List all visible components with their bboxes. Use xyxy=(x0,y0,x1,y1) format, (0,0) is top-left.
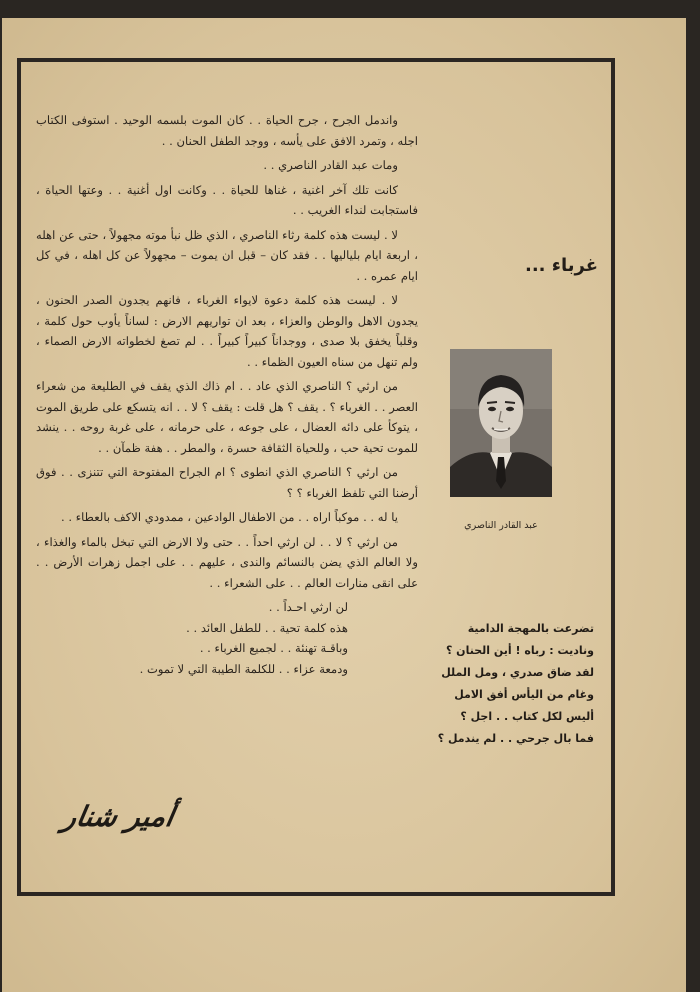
article-paragraph: من ارثي ؟ الناصري الذي عاد . . ام ذاك الذي يقف في الطليعة من شعراء العصر . . الغرباء ؟ . يقف ؟ هل قلت : يقف ؟ لا . . انه يتسكع على طريق الموت ، يتوكأ على دائه العضال ، على جوعه ، على حرمانه ، على غربة روحه . . ينشد للموت تحية حب ، وللحياة الثقافة حسرة ، والمطر . . هفة ظمآن . . xyxy=(36,379,418,455)
poem-line: وغام من اليأس أفق الامل xyxy=(454,688,594,701)
article-paragraph: واندمل الجرح ، جرح الحياة . . كان الموت بلسمه الوحيد . استوفى الكتاب اجله ، وتمرد الافق على يأسه ، ووجد الطفل الحنان . . xyxy=(36,113,418,148)
article-paragraph: لا . ليست هذه كلمة رثاء الناصري ، الذي ظل نبأ موته مجهولاً ، حتى عن اهله ، اربعة ايام بلياليها . . فقد كان – قبل ان يموت – مجهولاً عن كل اهله ، في كل ايام عمره . . xyxy=(36,227,418,283)
closing-line: هذه كلمة تحية . . للطفل العائد . . xyxy=(186,620,348,635)
portrait-photo xyxy=(450,349,552,497)
article-paragraph: يا له . . موكباً اراه . . من الاطفال الوادعين ، ممدودي الاكف بالعطاء . . xyxy=(60,510,398,524)
poem-line: وناديت : رباه ! أين الحنان ؟ xyxy=(445,644,594,657)
closing-line: ودمعة عزاء . . للكلمة الطيبة التي لا تموت . xyxy=(139,661,348,676)
article-paragraph: من ارثي ؟ الناصري الذي انطوى ؟ ام الجراح المفتوحة التي تتنزى . . فوق أرضنا التي تلفظ الغرباء ؟ ؟ xyxy=(36,465,418,500)
closing-line: وباقـة تهنئة . . لجميع الغرباء . . xyxy=(199,641,348,655)
article-paragraph: ومات عبد القادر الناصري . . xyxy=(263,158,398,172)
article-body xyxy=(36,110,418,679)
closing-line: لن ارثي احـداً . . xyxy=(268,600,348,614)
poem-line: أليس لكل كتاب . . اجل ؟ xyxy=(460,710,594,723)
poem-line: لقد ضاق صدري ، ومل الملل xyxy=(441,666,594,679)
poem-block xyxy=(437,618,594,750)
poem-line: تضرعت بالمهجة الدامية xyxy=(467,622,594,635)
article-paragraph: لا . ليست هذه كلمة دعوة لايواء الغرباء ، فانهم يجدون الصدر الحنون ، يجدون الاهل والوطن والعزاء ، بعد ان تواريهم الارض : لساناً يأوب حول كلمة ، وقلباً يخفق بلا صدى ، ووجداناً كبيراً كبيراً . . لم تصغ لخطواته الارض الصماء ، ولم تنهل من سناه العيون الظماء . . xyxy=(36,293,418,369)
portrait-illustration xyxy=(450,349,552,497)
photo-caption: عبد القادر الناصري xyxy=(464,520,538,531)
page-title: غرباء ... xyxy=(525,255,598,276)
article-paragraph: كانت تلك آخر اغنية ، غناها للحياة . . وكانت اول أغنية . . وعتها الحياة ، فاستجابت لنداء الغريب . . xyxy=(36,182,418,217)
article-paragraph: من ارثي ؟ لا . . لن ارثي احداً . . حتى ولا الارض التي تبخل بالماء والغذاء ، ولا العالم الذي يضن بالنسائم والندى ، عليهم . . على اجمل زهرات الأرض . . على انقى منارات العالم . . على الشعراء . . xyxy=(36,534,418,590)
author-signature: أمير شنار xyxy=(60,800,177,833)
poem-line: فما بال جرحي . . لم يندمل ؟ xyxy=(437,732,594,745)
